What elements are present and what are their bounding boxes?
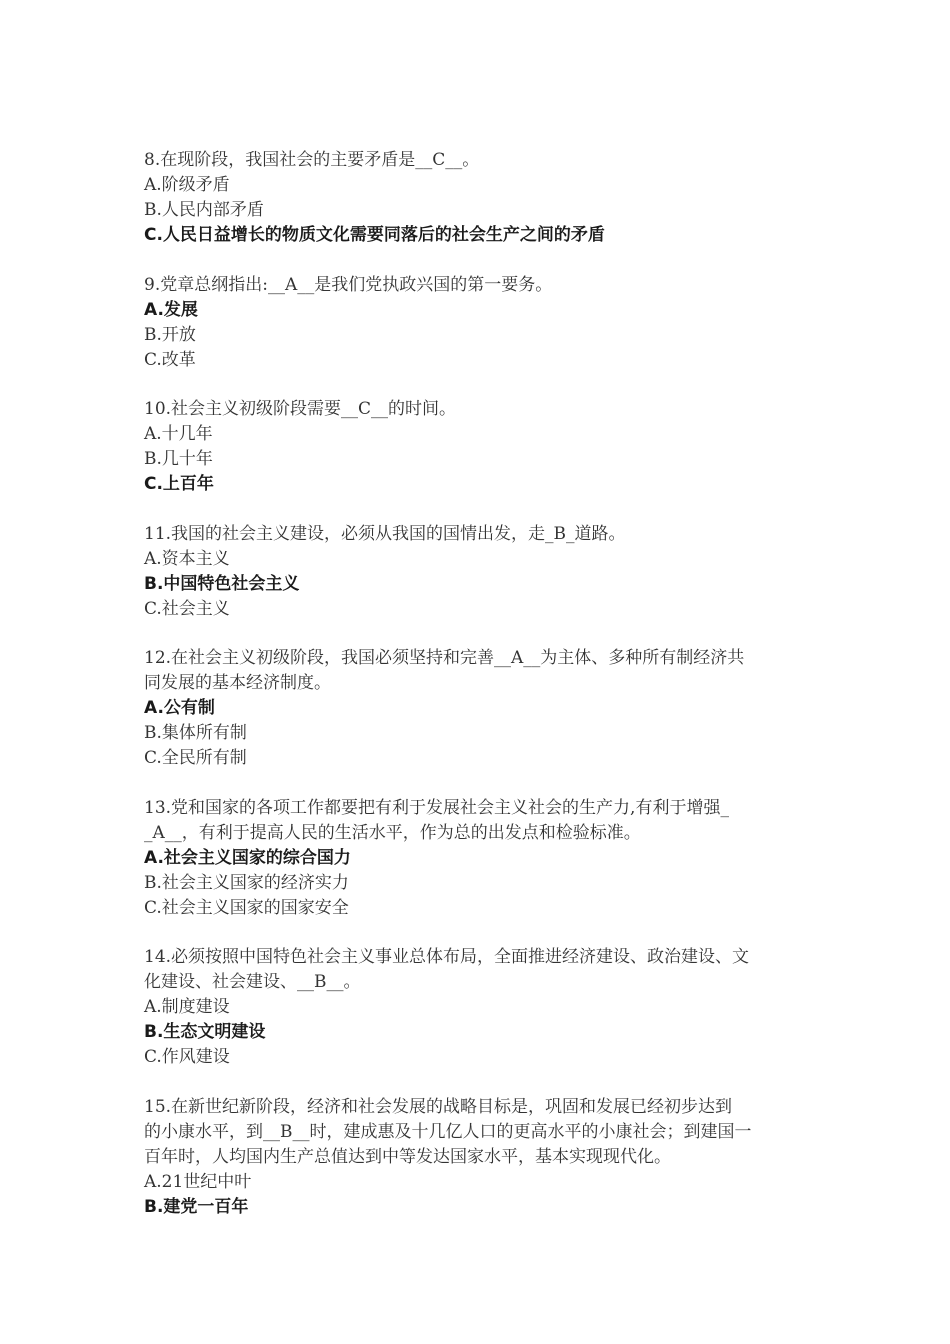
question-stem-line: 11.我国的社会主义建设，必须从我国的国情出发，走_B_道路。 (144, 523, 626, 544)
question-stem-line: 8.在现阶段，我国社会的主要矛盾是__C__。 (144, 150, 480, 170)
answer-option-correct: B.建党一百年 (144, 1196, 249, 1217)
question-stem-line: _A__，有利于提高人民的生活水平，作为总的出发点和检验标准。 (144, 822, 641, 843)
answer-option-correct: A.社会主义国家的综合国力 (144, 847, 351, 868)
question-block (144, 1095, 814, 1220)
answer-option-correct: A.发展 (144, 299, 198, 320)
question-block (144, 273, 814, 373)
answer-option: B.社会主义国家的经济实力 (144, 872, 349, 893)
answer-option: B.人民内部矛盾 (144, 200, 264, 220)
answer-option-correct: C.上百年 (144, 474, 214, 494)
question-block (144, 397, 814, 497)
question-list (144, 148, 814, 1244)
answer-option: A.阶级矛盾 (144, 175, 230, 195)
answer-option: C.全民所有制 (144, 748, 247, 768)
answer-option: C.改革 (144, 349, 196, 370)
question-block (144, 945, 814, 1070)
answer-option: A.资本主义 (144, 548, 230, 569)
answer-option-correct: C.人民日益增长的物质文化需要同落后的社会生产之间的矛盾 (144, 225, 605, 245)
question-stem-line: 化建设、社会建设、__B__。 (144, 972, 361, 992)
answer-option: A.21世纪中叶 (144, 1171, 252, 1192)
question-block (144, 796, 814, 921)
answer-option-correct: B.生态文明建设 (144, 1022, 266, 1042)
answer-option: A.制度建设 (144, 997, 230, 1017)
answer-option: C.作风建设 (144, 1047, 230, 1067)
question-stem-line: 12.在社会主义初级阶段，我国必须坚持和完善__A__为主体、多种所有制经济共 (144, 648, 745, 668)
answer-option: A.十几年 (144, 424, 213, 444)
answer-option: B.集体所有制 (144, 723, 247, 743)
answer-option: C.社会主义 (144, 598, 230, 619)
question-stem-line: 同发展的基本经济制度。 (144, 673, 331, 693)
answer-option: B.开放 (144, 324, 196, 345)
question-stem-line: 15.在新世纪新阶段，经济和社会发展的战略目标是，巩固和发展已经初步达到 (144, 1096, 733, 1117)
answer-option: B.几十年 (144, 449, 213, 469)
question-stem-line: 的小康水平，到__B__时，建成惠及十几亿人口的更高水平的小康社会；到建国一 (144, 1121, 752, 1142)
question-stem-line: 9.党章总纲指出:__A__是我们党执政兴国的第一要务。 (144, 274, 553, 295)
question-stem-line: 14.必须按照中国特色社会主义事业总体布局，全面推进经济建设、政治建设、文 (144, 947, 750, 967)
question-block (144, 148, 814, 248)
answer-option-correct: A.公有制 (144, 698, 215, 718)
question-block (144, 522, 814, 622)
question-stem-line: 10.社会主义初级阶段需要__C__的时间。 (144, 399, 457, 419)
question-stem-line: 百年时，人均国内生产总值达到中等发达国家水平，基本实现现代化。 (144, 1146, 671, 1167)
answer-option: C.社会主义国家的国家安全 (144, 897, 349, 918)
question-block (144, 646, 814, 771)
answer-option-correct: B.中国特色社会主义 (144, 573, 300, 594)
question-stem-line: 13.党和国家的各项工作都要把有利于发展社会主义社会的生产力,有利于增强_ (144, 797, 729, 818)
